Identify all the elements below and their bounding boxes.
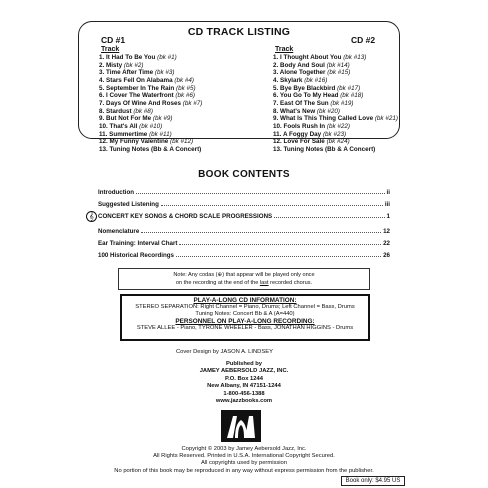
track-title: But Not For Me [106,115,152,123]
dot-leader [176,256,381,257]
book-reference: (bk #18) [340,92,364,100]
track-title: You Go To My Head [279,92,339,100]
toc-entry-page: 22 [383,240,390,247]
copyright-line: No portion of this book may be reproduced in any way without express permission from the publisher. [114,467,374,474]
cd-track-listing-box [78,21,400,153]
track-item [99,108,202,116]
coda-note-box [118,268,370,290]
play-along-info-box [120,294,370,341]
track-title: Tuning Notes (Bb & A Concert) [109,145,202,153]
treble-clef-icon: 𝄞 [86,211,97,222]
toc-entry [98,199,390,208]
track-number: 3. [273,69,279,77]
book-reference: (bk #7) [182,99,203,107]
track-number: 8. [99,107,105,115]
track-number: 12. [273,138,282,146]
track-item [99,62,202,70]
track-number: 13. [273,145,282,153]
track-title: I Cover The Waterfront [106,92,174,100]
toc-entry-page: 26 [383,252,390,259]
dot-leader [179,244,381,245]
book-reference: (bk #14) [326,61,350,69]
track-number: 10. [99,122,108,130]
cd1-track-label: Track [101,46,120,53]
track-item [99,92,202,100]
track-item [99,69,202,77]
track-item [273,54,398,62]
track-number: 13. [99,145,108,153]
toc-entry [98,250,390,259]
track-number: 11. [273,130,282,138]
book-reference: (bk #11) [149,130,172,138]
tuning-notes-line: Tuning Notes: Concert Bb & A (A=440) [195,311,295,318]
publisher-line: Published by [225,361,263,367]
track-title: Stars Fell On Alabama [106,76,173,84]
track-number: 9. [273,115,279,123]
toc-entry-label: Introduction [98,189,135,196]
track-title: Time After Time [106,69,154,77]
cd2-track-list [273,54,398,154]
cd1-heading: CD #1 [101,35,126,45]
dot-leader [161,205,383,206]
toc-entry-page: ii [386,189,390,196]
track-number: 1. [99,54,105,61]
play-along-heading: PLAY-A-LONG CD INFORMATION: [193,297,297,304]
toc-entry-page: 12 [383,228,390,235]
toc-entry-label: 100 Historical Recordings [98,252,174,259]
dot-leader [141,232,381,233]
track-item [99,85,202,93]
track-item [99,100,202,108]
toc-entry-page: iii [384,201,390,208]
note-line-2: on the recording at the end of the last recorded chorus. [175,280,313,286]
toc-entry-label: Ear Training: Interval Chart [98,240,178,247]
toc-entry-page: 1 [386,213,390,220]
copyright-block [0,446,488,475]
publisher-line: New Albany, IN 47151-1244 [207,383,281,390]
publisher-line: JAMEY AEBERSOLD JAZZ, INC. [199,368,289,375]
book-reference: (bk #16) [304,76,328,84]
track-item [273,108,398,116]
book-reference: (bk #3) [154,69,175,77]
book-reference: (bk #13) [343,54,367,61]
track-item [99,146,202,154]
copyright-line: Copyright © 2003 by Jamey Aebersold Jazz, Inc. [181,446,307,452]
stereo-separation-line: STEREO SEPARATION: Right Channel = Piano, Drums; Left Channel = Bass, Drums [135,304,355,311]
toc-entry [98,187,390,196]
track-item [273,115,398,123]
track-number: 4. [99,76,105,84]
copyright-line: All copyrights used by permission [200,460,288,467]
publisher-info [0,361,488,405]
track-item [273,123,398,131]
copyright-line: All Rights Reserved. Printed in U.S.A. International Copyright Secured. [153,453,335,460]
track-number: 3. [99,69,105,77]
book-reference: (bk #21) [374,115,398,123]
track-item [273,92,398,100]
cover-design-credit: Cover Design by JASON A. LINDSEY [176,349,273,355]
track-item [99,131,202,139]
book-reference: (bk #4) [174,76,194,84]
track-title: Stardust [106,107,132,115]
track-number: 5. [99,84,105,92]
publisher-line: 1-800-456-1388 [223,390,265,397]
track-number: 2. [273,61,279,69]
track-title: Love For Sale [283,138,325,146]
track-item [273,62,398,70]
track-item [273,138,398,146]
book-reference: (bk #1) [157,54,177,61]
track-title: Alone Together [279,69,326,77]
track-item [99,115,202,123]
track-number: 6. [99,92,105,100]
track-title: What's New [280,107,316,115]
book-reference: (bk #23) [322,130,347,138]
toc-entry-label: Suggested Listening [98,201,159,208]
toc-entry [98,238,390,247]
track-item [99,123,202,131]
personnel-line: STEVE ALLEE - Piano, TYRONE WHEELER - Bass, JONATHAN HIGGINS - Drums [136,325,354,332]
book-reference: (bk #24) [326,138,350,146]
track-number: 6. [273,92,279,100]
track-number: 11. [99,130,108,138]
personnel-heading: PERSONNEL ON PLAY-A-LONG RECORDING: [175,318,315,326]
track-number: 5. [273,84,279,92]
track-item [273,85,398,93]
track-title: That's All [109,122,138,130]
track-number: 2. [99,61,105,69]
track-title: September In The Rain [106,84,175,92]
book-reference: (bk #12) [170,138,194,146]
cd1-track-list [99,54,202,154]
toc-entry-label: CONCERT KEY SONGS & CHORD SCALE PROGRESSIONS [98,213,273,220]
track-title: Fools Rush In [283,122,326,130]
book-reference: (bk #15) [327,69,351,77]
book-contents-title: BOOK CONTENTS [198,169,290,180]
book-reference: (bk #17) [337,84,361,92]
track-title: I Thought About You [280,54,342,61]
track-item [99,138,202,146]
book-reference: (bk #19) [330,99,354,107]
track-title: My Funny Valentine [109,138,169,146]
track-number: 9. [99,115,105,123]
publisher-logo [221,410,261,442]
track-item [99,77,202,85]
price-box: Book only: $4.95 US [341,476,405,486]
track-item [273,146,398,154]
track-item [273,77,398,85]
track-number: 12. [99,138,108,146]
book-reference: (bk #5) [176,84,196,92]
track-title: Tuning Notes (Bb & A Concert) [283,145,376,153]
book-reference: (bk #9) [152,115,173,123]
publisher-line: www.jazzbooks.com [215,398,273,405]
track-number: 7. [99,99,105,107]
track-title: Bye Bye Blackbird [280,84,336,92]
track-item [273,69,398,77]
track-item [273,100,398,108]
track-number: 10. [273,122,282,130]
cd-track-listing-title: CD TRACK LISTING [187,26,291,38]
cd2-heading: CD #2 [351,35,376,45]
track-title: Days Of Wine And Roses [106,99,181,107]
book-reference: (bk #8) [133,107,153,115]
cd2-track-label: Track [275,46,294,53]
dot-leader [136,193,384,194]
track-title: Skylark [280,76,303,84]
toc-entry [98,226,390,235]
note-line-1: Note: Any codas (⊕) that appear will be played only once [173,272,315,278]
book-reference: (bk #10) [139,122,163,130]
publisher-line: P.O. Box 1244 [225,375,263,382]
track-title: It Had To Be You [106,54,156,61]
book-reference: (bk #20) [316,107,340,115]
track-number: 1. [273,54,279,61]
book-reference: (bk #2) [123,61,144,69]
track-item [99,54,202,62]
track-title: Summertime [109,130,148,138]
track-title: What Is This Thing Called Love [280,115,374,123]
book-reference: (bk #6) [175,92,196,100]
track-title: Body And Soul [280,61,325,69]
track-title: East Of The Sun [280,99,329,107]
dot-leader [274,217,384,218]
toc-entry-label: Nomenclature [98,228,140,235]
track-number: 4. [273,76,279,84]
track-item [273,131,398,139]
track-number: 8. [273,107,279,115]
book-reference: (bk #22) [326,122,351,130]
toc-entry [98,211,390,220]
track-title: A Foggy Day [282,130,322,138]
track-title: Misty [106,61,123,69]
track-number: 7. [273,99,279,107]
